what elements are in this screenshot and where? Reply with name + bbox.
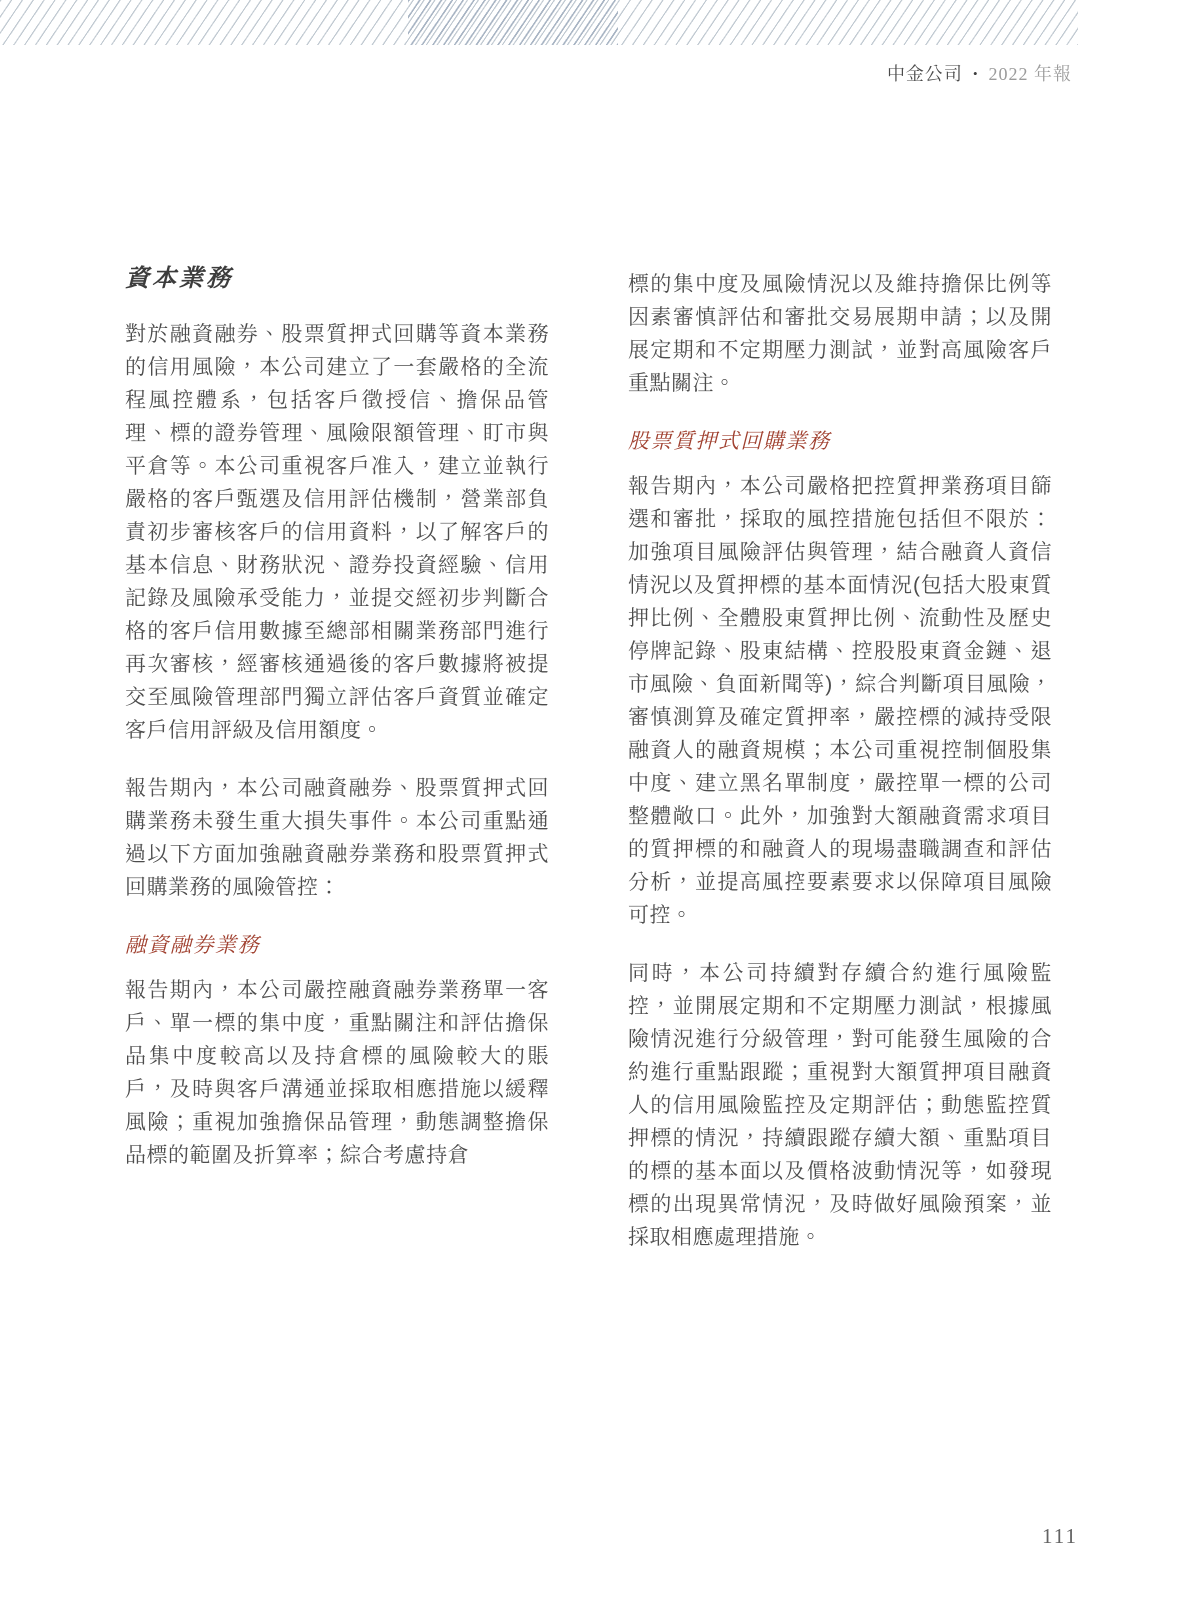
report-edition: 2022 年報 xyxy=(988,64,1072,84)
right-column xyxy=(628,268,1052,1254)
header-hatch-accent xyxy=(408,0,618,45)
section-title: 資本業務 xyxy=(125,266,233,292)
left-column xyxy=(125,262,549,1172)
paragraph-reporting-period: 報告期內，本公司融資融券、股票質押式回購業務未發生重大損失事件。本公司重點通過以下方面加強融資融券業務和股票質押式回購業務的風險管控： xyxy=(125,777,549,899)
paragraph-pledge-screening: 報告期內，本公司嚴格把控質押業務項目篩選和審批，採取的風控措施包括但不限於：加強項目風險評估與管理，結合融資人資信情況以及質押標的基本面情況(包括大股東質押比例、全體股東質押比例、流動性及歷史停牌記錄、股東結構、控股股東資金鏈、退市風險、負面新聞等)，綜合判斷項目風險，審慎測算及確定質押率，嚴控標的減持受限融資人的融資規模；本公司重視控制個股集中度、建立黑名單制度，嚴控單一標的公司整體敞口。此外，加強對大額融資需求項目的質押標的和融資人的現場盡職調查和評估分析，並提高風控要素要求以保障項目風險可控。 xyxy=(628,475,1052,927)
bullet-separator: • xyxy=(972,66,979,81)
paragraph-credit-risk-system: 對於融資融券、股票質押式回購等資本業務的信用風險，本公司建立了一套嚴格的全流程風控體系，包括客戶徵授信、擔保品管理、標的證券管理、風險限額管理、盯市與平倉等。本公司重視客戶准入，建立並執行嚴格的客戶甄選及信用評估機制，營業部負責初步審核客戶的信用資料，以了解客戶的基本信息、財務狀況、證券投資經驗、信用記錄及風險承受能力，並提交經初步判斷合格的客戶信用數據至總部相關業務部門進行再次審核，經審核通過後的客戶數據將被提交至風險管理部門獨立評估客戶資質並確定客戶信用評級及信用額度。 xyxy=(125,323,549,742)
paragraph-margin-financing-continued: 標的集中度及風險情況以及維持擔保比例等因素審慎評估和審批交易展期申請；以及開展定期和不定期壓力測試，並對高風險客戶重點關注。 xyxy=(628,273,1052,395)
page-number: 111 xyxy=(1042,1524,1078,1548)
paragraph-margin-financing: 報告期內，本公司嚴控融資融券業務單一客戶、單一標的集中度，重點關注和評估擔保品集中度較高以及持倉標的風險較大的賬戶，及時與客戶溝通並採取相應措施以緩釋風險；重視加強擔保品管理，動態調整擔保品標的範圍及折算率；綜合考慮持倉 xyxy=(125,979,549,1167)
subheading-stock-pledged-repo: 股票質押式回購業務 xyxy=(628,429,831,453)
running-header xyxy=(887,60,1072,86)
header-hatch-pattern xyxy=(0,0,1078,45)
company-name: 中金公司 xyxy=(886,64,963,84)
paragraph-ongoing-monitoring: 同時，本公司持續對存續合約進行風險監控，並開展定期和不定期壓力測試，根據風險情況進行分級管理，對可能發生風險的合約進行重點跟蹤；重視對大額質押項目融資人的信用風險監控及定期評估；動態監控質押標的情況，持續跟蹤存續大額、重點項目的標的基本面以及價格波動情況等，如發現標的出現異常情況，及時做好風險預案，並採取相應處理措施。 xyxy=(628,962,1052,1249)
subheading-margin-financing: 融資融券業務 xyxy=(125,933,260,957)
